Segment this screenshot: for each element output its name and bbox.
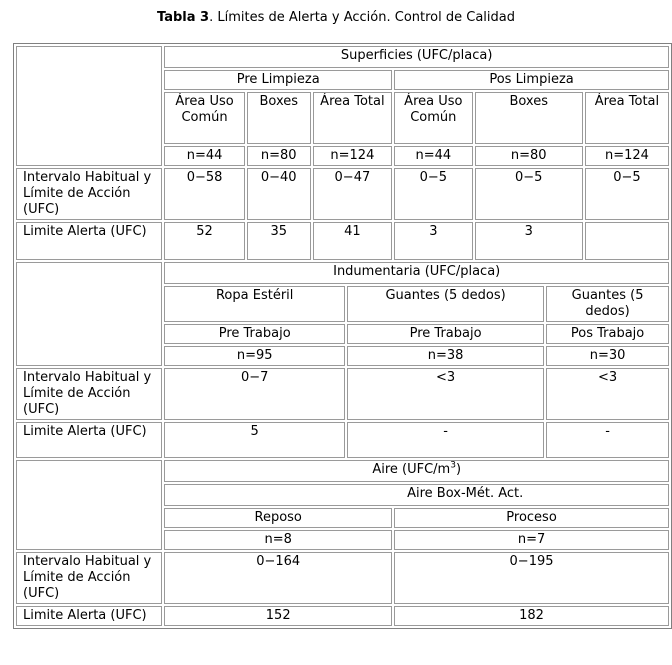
col-header: Boxes <box>247 92 311 144</box>
table-cell: 41 <box>313 222 392 260</box>
phase-cell: Pre Trabajo <box>164 324 345 344</box>
row-label-alert: Limite Alerta (UFC) <box>16 422 162 458</box>
n-cell: n=8 <box>164 530 392 550</box>
col-header: Área Uso Común <box>164 92 244 144</box>
col-header: Proceso <box>394 508 669 528</box>
col-header: Boxes <box>475 92 583 144</box>
table-cell: 3 <box>394 222 473 260</box>
post-cleaning-header: Pos Limpieza <box>394 70 669 90</box>
table-cell: 182 <box>394 606 669 626</box>
n-cell: n=124 <box>313 146 392 166</box>
air-header-close: ) <box>455 462 462 477</box>
table-cell: 0−5 <box>475 168 583 220</box>
table-cell: - <box>546 422 669 458</box>
table-cell: 35 <box>247 222 311 260</box>
surfaces-header: Superficies (UFC/placa) <box>164 46 669 68</box>
table-cell: 152 <box>164 606 392 626</box>
clothing-header: Indumentaria (UFC/placa) <box>164 262 669 284</box>
table-cell: - <box>347 422 544 458</box>
quality-control-table <box>13 43 672 629</box>
blank-corner-air <box>16 460 162 550</box>
n-cell: n=124 <box>585 146 669 166</box>
table-cell <box>585 222 669 260</box>
col-header: Área Total <box>585 92 669 144</box>
n-cell: n=30 <box>546 346 669 366</box>
air-header <box>164 460 669 482</box>
col-header: Área Total <box>313 92 392 144</box>
col-header: Guantes (5 dedos) <box>347 286 544 322</box>
col-header: Reposo <box>164 508 392 528</box>
table-cell: 0−5 <box>394 168 473 220</box>
table-cell: 0−195 <box>394 552 669 604</box>
table-cell: 0−164 <box>164 552 392 604</box>
table-cell: 0−7 <box>164 368 345 420</box>
caption-label: Tabla 3 <box>157 10 210 25</box>
n-cell: n=38 <box>347 346 544 366</box>
n-cell: n=80 <box>247 146 311 166</box>
table-cell: 0−58 <box>164 168 244 220</box>
table-cell: 3 <box>475 222 583 260</box>
air-header-superscript: 3 <box>450 460 456 471</box>
n-cell: n=80 <box>475 146 583 166</box>
n-cell: n=44 <box>394 146 473 166</box>
col-header: Área Uso Común <box>394 92 473 144</box>
blank-corner-clothing <box>16 262 162 366</box>
phase-cell: Pre Trabajo <box>347 324 544 344</box>
air-subheader: Aire Box-Mét. Act. <box>164 484 669 506</box>
row-label-interval: Intervalo Habitual y Límite de Acción (UFC) <box>16 552 162 604</box>
table-cell: 0−40 <box>247 168 311 220</box>
row-label-interval: Intervalo Habitual y Límite de Acción (UFC) <box>16 368 162 420</box>
row-label-alert: Limite Alerta (UFC) <box>16 606 162 626</box>
table-cell: <3 <box>546 368 669 420</box>
row-label-alert: Limite Alerta (UFC) <box>16 222 162 260</box>
caption-text: . Límites de Alerta y Acción. Control de Calidad <box>209 10 515 25</box>
row-label-interval: Intervalo Habitual y Límite de Acción (UFC) <box>16 168 162 220</box>
table-cell: 5 <box>164 422 345 458</box>
air-header-text: Aire (UFC/m <box>372 462 451 477</box>
phase-cell: Pos Trabajo <box>546 324 669 344</box>
table-cell: 0−47 <box>313 168 392 220</box>
pre-cleaning-header: Pre Limpieza <box>164 70 392 90</box>
table-cell: 0−5 <box>585 168 669 220</box>
table-cell: <3 <box>347 368 544 420</box>
table-cell: 52 <box>164 222 244 260</box>
col-header: Ropa Estéril <box>164 286 345 322</box>
col-header: Guantes (5 dedos) <box>546 286 669 322</box>
n-cell: n=44 <box>164 146 244 166</box>
n-cell: n=7 <box>394 530 669 550</box>
blank-corner-surfaces <box>16 46 162 166</box>
n-cell: n=95 <box>164 346 345 366</box>
table-caption <box>0 10 672 25</box>
